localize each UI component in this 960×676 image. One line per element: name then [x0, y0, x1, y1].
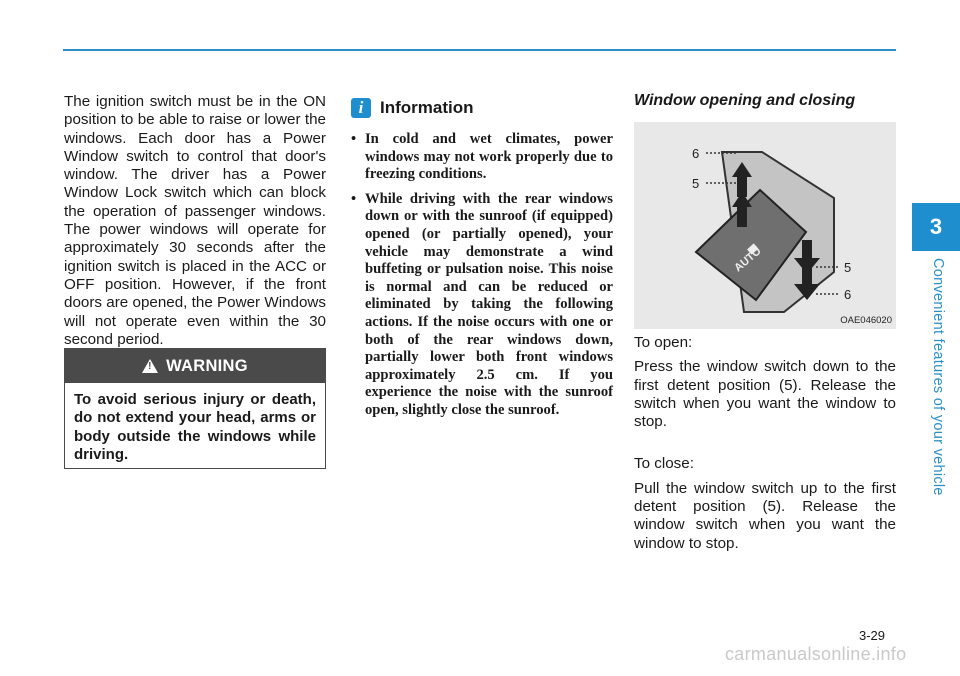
label-down-5: 5 — [844, 260, 852, 275]
close-label: To close: — [634, 455, 694, 473]
information-list — [351, 131, 613, 420]
open-text: Press the window switch down to the first detent position (5). Release the switch when you want the window to stop. — [634, 358, 896, 431]
section-title: Window opening and closing — [634, 92, 856, 109]
window-switch-illustration — [634, 122, 896, 329]
label-down-6: 6 — [844, 287, 852, 302]
middle-column — [351, 93, 613, 427]
warning-text: To avoid serious injury or death, do not extend your head, arms or body outside the windows while driving. — [74, 391, 316, 464]
chapter-number: 3 — [929, 214, 943, 239]
warning-header — [65, 349, 325, 383]
intro-paragraph: The ignition switch must be in the ON position to be able to raise or lower the windows. Each door has a Power Window switch to control that door's window. The driver has a Power Window Lock switch which can block the operation of passenger windows. The power windows will operate for approximately 30 seconds after the ignition switch is placed in the ACC or OFF position. However, if the front doors are opened, the Power Windows will not operate even within the 30 second period. — [64, 93, 326, 348]
figure-code: OAE046020 — [840, 315, 892, 326]
page-number: 3-29 — [859, 628, 886, 643]
label-up-6: 6 — [692, 146, 700, 161]
warning-box — [64, 348, 326, 469]
information-header — [351, 93, 613, 123]
window-instructions — [634, 334, 896, 559]
information-item: • In cold and wet climates, power windows may not work properly due to freezing conditions. — [351, 131, 613, 184]
warning-heading: WARNING — [166, 356, 248, 375]
right-column — [634, 92, 896, 552]
information-heading: Information — [380, 98, 474, 117]
watermark: carmanualsonline.info — [725, 644, 907, 664]
auto-label: AUTO — [732, 245, 764, 275]
open-label: To open: — [634, 334, 693, 351]
label-up-5: 5 — [692, 176, 700, 191]
left-column — [64, 93, 326, 349]
top-rule — [63, 49, 896, 51]
window-switch-figure — [634, 122, 896, 329]
information-icon: i — [351, 98, 371, 118]
chapter-title: Convenient features of your vehicle — [930, 258, 946, 496]
warning-triangle-icon — [142, 359, 158, 373]
information-item: • While driving with the rear windows down or with the sunroof (if equipped) opened (or partially opened), your vehicle may demonstrate a wind buffeting or pulsation noise. This noise is normal and can be reduced or eliminated by taking the following actions. If the noise occurs with one or both of the rear windows down, partially lower both front windows approximately 2.5 cm. If you experience the noise with the sunroof open, slightly close the sunroof. — [351, 191, 613, 420]
close-text: Pull the window switch up to the first detent position (5). Release the window switch when you want the window to stop. — [634, 479, 896, 552]
chapter-tab — [912, 203, 960, 251]
